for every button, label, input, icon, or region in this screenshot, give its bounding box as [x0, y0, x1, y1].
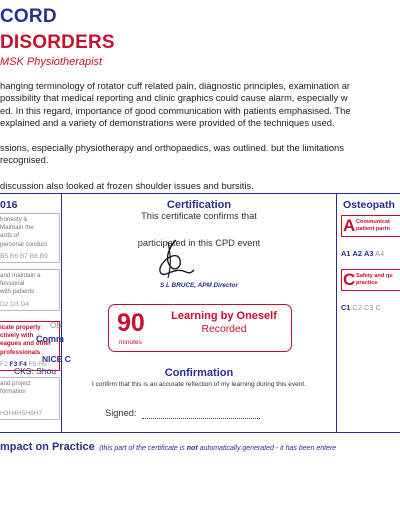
standard-codes: D2 D3 D4 [0, 300, 29, 308]
osteopath-column-title: Osteopath [343, 199, 395, 211]
cks-label: CKS: Shou [14, 366, 57, 376]
learning-card [108, 304, 292, 352]
signature-line[interactable] [142, 418, 260, 419]
standards-column [0, 193, 65, 433]
course-title-line1: CORD [0, 6, 57, 27]
certification-subtitle: This certificate confirms that [141, 211, 257, 221]
osteopath-codes-a: A1 A2 A3 A4 [341, 249, 385, 258]
participation-statement: participated in this CPD event [137, 238, 261, 248]
osteopath-standards-column [336, 193, 400, 433]
confirmation-text: I confirm that this is an accurate reflection of my learning during this event. [92, 381, 306, 388]
learning-type-title: Learning by Oneself [171, 310, 277, 322]
impact-on-practice-heading: mpact on Practice (this part of the certificate is not automatically generated - it has been entere [0, 441, 337, 453]
minutes-label: minutes [119, 339, 142, 346]
certification-title: Certification [166, 199, 232, 211]
speaker-role: MSK Physiotherapist [0, 56, 103, 68]
nice-guideline-label: NICE C [42, 354, 71, 364]
minutes-value: 90 [117, 309, 145, 337]
standard-box-b: honesty & Maintain the ards of personal conduct B5 B6 B7 B8 B9 [0, 213, 60, 263]
signed-label: Signed: [105, 408, 137, 418]
director-signature [150, 238, 195, 282]
communication-label: Comm [36, 334, 65, 344]
osteopath-box-a: A Communicat patient partn [341, 215, 400, 237]
standard-codes: F2 F3 F4 F5 F6 [0, 360, 46, 368]
learning-type-status: Recorded [201, 324, 247, 335]
summary-paragraph-2: ssions, especially physiotherapy and orthopaedics, was outlined. but the limitations recognised. [0, 142, 344, 166]
standard-codes: B5 B6 B7 B8 B9 [0, 252, 48, 260]
standards-column-title: 016 [0, 199, 18, 211]
summary-paragraph-1: hanging terminology of rotator cuff related pain, diagnostic principles, examination ar possibility that medical reporting and clinic graphics could cause alarm, especially w ed. In this regard, importance of good communication with patients emphasised. The explained and a variety of demonstrations were provided of the techniques used. [0, 80, 351, 129]
summary-paragraph-3: discussion also looked at frozen shoulder issues and bursitis. [0, 180, 254, 191]
director-name: S L BRUCE, APM Director [159, 282, 239, 289]
standard-box-h: and project formation H3H4H5H6H7 [0, 377, 60, 420]
osteopath-codes-c: C1 C2 C3 C [341, 303, 381, 312]
osteopath-box-c: C Safety and qu practice [341, 269, 400, 291]
confirmation-title: Confirmation [164, 367, 234, 379]
course-title-line2: DISORDERS [0, 32, 115, 53]
standard-box-f: icate properly ctively with eagues and other professionals F2 F3 F4 F5 F6 [0, 321, 60, 371]
standard-codes: H3H4H5H6H7 [0, 410, 43, 418]
standard-box-d: and maintain a fessional with patients D2 D3 D4 [0, 269, 60, 311]
objectives-label: Ob [50, 320, 62, 330]
